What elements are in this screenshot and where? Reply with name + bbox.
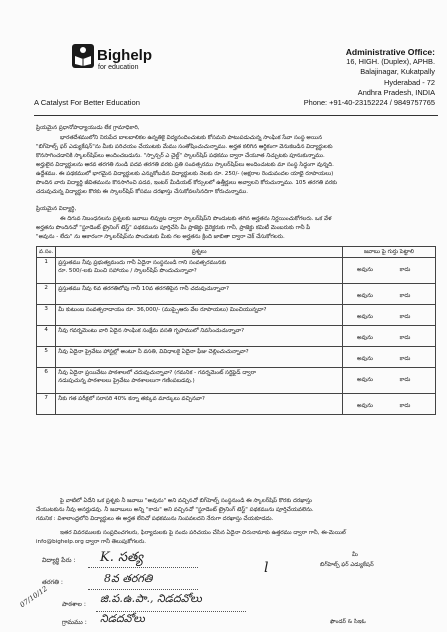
- no-option[interactable]: కాదు: [399, 293, 411, 299]
- tagline: A Catalyst For Better Education: [34, 98, 140, 107]
- no-option[interactable]: కాదు: [399, 403, 411, 409]
- no-option[interactable]: కాదు: [399, 335, 411, 341]
- question-cell: [56, 284, 343, 305]
- row-number: 2: [37, 284, 56, 305]
- address-line: Hyderabad - 72: [384, 77, 435, 87]
- row-number: 7: [37, 394, 56, 415]
- org-signoff: బిగ్‌హెల్ప్ ఫర్ ఎడ్యుకేషన్: [320, 562, 374, 568]
- eligibility-table: [36, 246, 436, 415]
- yes-option[interactable]: అవును: [357, 267, 373, 273]
- footer-note: చేయుటకును నీవు అనర్హుడవు. నీ జవాబులు అన్ని "కాదు" అని వచ్చినచో "స్టూడెంట్ ట్రైనింగ్ టెస్ట్" పథకమును పూర్తిచేయవలెను.: [36, 507, 314, 513]
- question-text: నీవు గవర్నమెంటు వారి ఏదైన సాంఘిక సంక్షేమ వసతి గృహములో నివసించుచున్నావా?: [58, 328, 245, 334]
- footer-note: ఇతర వివరములకు సంప్రదించగలరు, ఫిర్యాదులకు పై నందు పరిచయం చేసిన ఏదైనా చిరునామాకు ఉత్తరము ద్వారా గానీ, ఈ-మెయిల్: [60, 530, 346, 536]
- address-line: Andhra Pradesh, INDIA: [357, 87, 435, 97]
- answer-cell: [343, 305, 436, 326]
- contact-email-line: info@bighelp.org ద్వారా గానీ తెలుపుకోగలరు.: [36, 539, 147, 545]
- bighelp-logo: [72, 44, 94, 68]
- address-line: Balajinagar, Kukatpally: [360, 67, 435, 77]
- answer-cell: [343, 326, 436, 347]
- row-number: 4: [37, 326, 56, 347]
- salutation-headmaster: ప్రియమైన ప్రధానోపాధ్యాయుడు లేక గ్రామాధికారి,: [36, 125, 140, 131]
- answer-cell: [343, 347, 436, 368]
- phone-line: Phone: +91-40-23152224 / 9849757765: [303, 98, 435, 108]
- answer-cell: [343, 258, 436, 284]
- no-option[interactable]: కాదు: [399, 267, 411, 273]
- yes-option[interactable]: అవును: [357, 356, 373, 362]
- class-line: [88, 588, 198, 590]
- question-cell: [56, 258, 343, 284]
- intro-line: చదువుచున్న విద్యార్థుల కొరకు ఈ స్కాలర్‌షిప్ కోసము దరఖాస్తు చేసుకోవలసినదిగా కోరుచున్నాము.: [36, 189, 249, 195]
- table-row: [37, 347, 436, 368]
- question-text: నడుపుచున్న పాఠశాలలు ప్రైవేటు పాఠశాలలుగా గణింపబడవు.): [58, 378, 195, 385]
- question-cell: [56, 326, 343, 347]
- signature-mark: l: [264, 560, 269, 576]
- question-cell: [56, 368, 343, 394]
- school-value[interactable]: జి.ప.ఉ.పా., నిడదవోలు: [100, 592, 202, 605]
- row-number: 1: [37, 258, 56, 284]
- question-text: నీకు గత పరీక్షలో సరాసరి 40% కన్నా తక్కువ మార్కులు వచ్చినవా?: [58, 396, 205, 402]
- yes-option[interactable]: అవును: [357, 314, 373, 320]
- school-label: పాఠశాల :: [62, 601, 86, 608]
- student-name-value[interactable]: K. సత్య: [100, 550, 144, 565]
- answer-cell: [343, 394, 436, 415]
- row-number: 6: [37, 368, 56, 394]
- office-title: Administrative Office:: [345, 47, 435, 57]
- intro-line: అర్హులైన విద్యార్థులను ఆరవ తరగతి నుండి పదవ తరగతి వరకు ప్రతి సంవత్సరము స్కాలర్‌షిప్‌లు అందించుటకు మా సంస్థ సిద్ధంగా వున్నది.: [36, 162, 334, 168]
- table-header-row: [37, 247, 436, 258]
- row-number: 5: [37, 347, 56, 368]
- question-text: ప్రస్తుతము నీవు 6వ తరగతిలోపు గానీ 10వ తరగతిపైన గానీ చదువుచున్నావా?: [58, 286, 229, 292]
- intro-line: "బిగ్‌హెల్ప్ ఫర్ ఎడ్యుకేషన్"ను మీకు పరిచయం చేయుటకు మేము సంతోషించుచున్నాము. అర్హత కలిగిన ఆర్థికంగా వెనుకబడిన విద్యార్థులకు: [36, 144, 333, 150]
- footer-note: పై వాటిలో ఏదేని ఒక ప్రశ్నకు నీ జవాబు "అవును" అని వచ్చినచో బిగ్‌హెల్ప్ సంస్థనుండి ఈ స్కాలర్‌షిప్ కొరకు దరఖాస్తు: [60, 498, 312, 504]
- intro-line: పొందిన వారు విద్యార్థి జీవితమును కొనసాగించి పదవ, ఇంటర్ మీడియట్ కోర్సులలో ఉత్తీర్ణులు అవ్వాలని కోరుచున్నాము. 105 తరగతి వరకు: [36, 180, 338, 186]
- no-option[interactable]: కాదు: [399, 377, 411, 383]
- salutation-student: ప్రియమైన విద్యార్థి,: [36, 206, 77, 212]
- founder-title: ఫౌండర్ & సిఇఓ: [330, 619, 366, 625]
- table-row: [37, 326, 436, 347]
- yes-option[interactable]: అవును: [357, 335, 373, 341]
- col-answer-header: జవాబు పై గుర్తు పెట్టాలి: [343, 247, 436, 258]
- student-name-label: విద్యార్థి పేరు :: [42, 557, 76, 564]
- no-option[interactable]: కాదు: [399, 356, 411, 362]
- col-question-header: ప్రశ్నలు: [56, 247, 343, 258]
- table-row: [37, 394, 436, 415]
- yours-label: మీ: [352, 552, 358, 558]
- answer-cell: [343, 368, 436, 394]
- yes-option[interactable]: అవును: [357, 377, 373, 383]
- table-row: [37, 305, 436, 326]
- date-value: 07/10/12: [18, 584, 49, 610]
- yes-option[interactable]: అవును: [357, 293, 373, 299]
- instruction-line: అర్హతను పొందినచో "స్టూడెంట్ ట్రైనింగ్ టెస్ట్" పథకమును పూర్తిచేసి మీ ప్రాజెక్టు డైరెక్టరుకు గానీ, ప్రాజెక్టు కమిటీ మెంబరుకు గానీ పీ: [36, 225, 311, 231]
- brand-subtitle: for education: [98, 64, 139, 71]
- instruction-line: "అవును - లేదు" ను ఆకారంగా స్కాలర్‌షిప్‌ను పొందుటకు మీకు గల అర్హతను క్రింది జాబితా ద్వారా చెక్ చేసుకోగలరు.: [36, 234, 285, 240]
- row-number: 3: [37, 305, 56, 326]
- question-text: నీవు ఏదైనా ప్రయివేటు పాఠశాలలో చదువుచున్నావా? (గమనిక - గవర్నమెంట్ సర్టిఫైడ్ ద్వారా: [58, 370, 256, 376]
- table-row: [37, 284, 436, 305]
- table-row: [37, 368, 436, 394]
- instruction-line: ఈ దిగువ నిబంధనలను ప్రశ్నలకు జవాబు లివ్వుట ద్వారా స్కాలర్‌షిప్‌ని పొందుటకు తగిన అర్హతను నిర్ణయించుకోగలరు. ఒక వేళ: [60, 216, 332, 222]
- question-text: మీ కుటుంబ సంవత్సరాదాయం రూ. 36,000/- (ముప్పైఆరు వేల రూపాయలు) మించియున్నదా?: [58, 307, 267, 313]
- question-text: ప్రస్తుతము నీవు ప్రభుత్వమందు గానీ ఏదైనా సంస్థనుండి గాని సంవత్సరమునకు: [58, 260, 227, 266]
- question-cell: [56, 347, 343, 368]
- question-cell: [56, 305, 343, 326]
- header-divider: [34, 115, 438, 116]
- brand-name: Bighelp: [97, 47, 152, 64]
- intro-line: ఉద్దేశము. ఈ పథకములో భాగమైన విద్యార్థులకు ఎన్నుకోబడిన విద్యార్థులకు నెలకు రూ. 250/- (అక్షరాల రెండువందల యాభై రూపాయలు): [36, 171, 334, 177]
- yes-option[interactable]: అవును: [357, 403, 373, 409]
- class-label: తరగతి :: [42, 579, 63, 586]
- col-number-header: వ.సం.: [37, 247, 56, 258]
- question-cell: [56, 394, 343, 415]
- question-text: రూ. 500/-లకు మించి సహాయం / స్కాలర్‌షిప్ పొందుచున్నావా?: [58, 268, 197, 275]
- address-line: 16, HIGH. (Duplex), APHB.: [346, 57, 435, 67]
- village-value[interactable]: నిడదవోలు: [100, 612, 145, 625]
- footer-note: గమనిక : విశాలాంధ్రలోని విద్యార్థులు ఈ అర్హత లేనిచో పథకమును నింపవలదని నేరుగా దరఖాస్తు చేయకూడదు.: [36, 516, 274, 522]
- no-option[interactable]: కాదు: [399, 314, 411, 320]
- answer-cell: [343, 284, 436, 305]
- question-text: నీవు ఏదైనా ప్రైవేటు హాస్టల్లో అంటూ నీ వసతి, వివిధాలకై ఏదైనా ఫీజు చెల్లించుచున్నావా?: [58, 349, 249, 355]
- office-address: [235, 47, 435, 108]
- intro-line: భారతదేశములోని నిరుపేద బాలబాలికల ఉన్నతికై విద్యనందించుటకు కోసమని పాటుపడుచున్న సాంఘిక సేవా సంస్థ అయిన: [60, 135, 323, 141]
- village-label: గ్రామము :: [62, 619, 87, 626]
- table-row: [37, 258, 436, 284]
- intro-line: కొనసాగించడానికి స్కాలర్‌షిప్‌లు అందించబడును. "స్పాన్సర్ ఎ చైల్డ్" స్కాలర్‌షిప్ పథకము ద్వారా చేయూత నిచ్చుటకు పూనుకున్నాము.: [36, 153, 325, 159]
- class-value[interactable]: 8వ తరగతి: [104, 572, 153, 585]
